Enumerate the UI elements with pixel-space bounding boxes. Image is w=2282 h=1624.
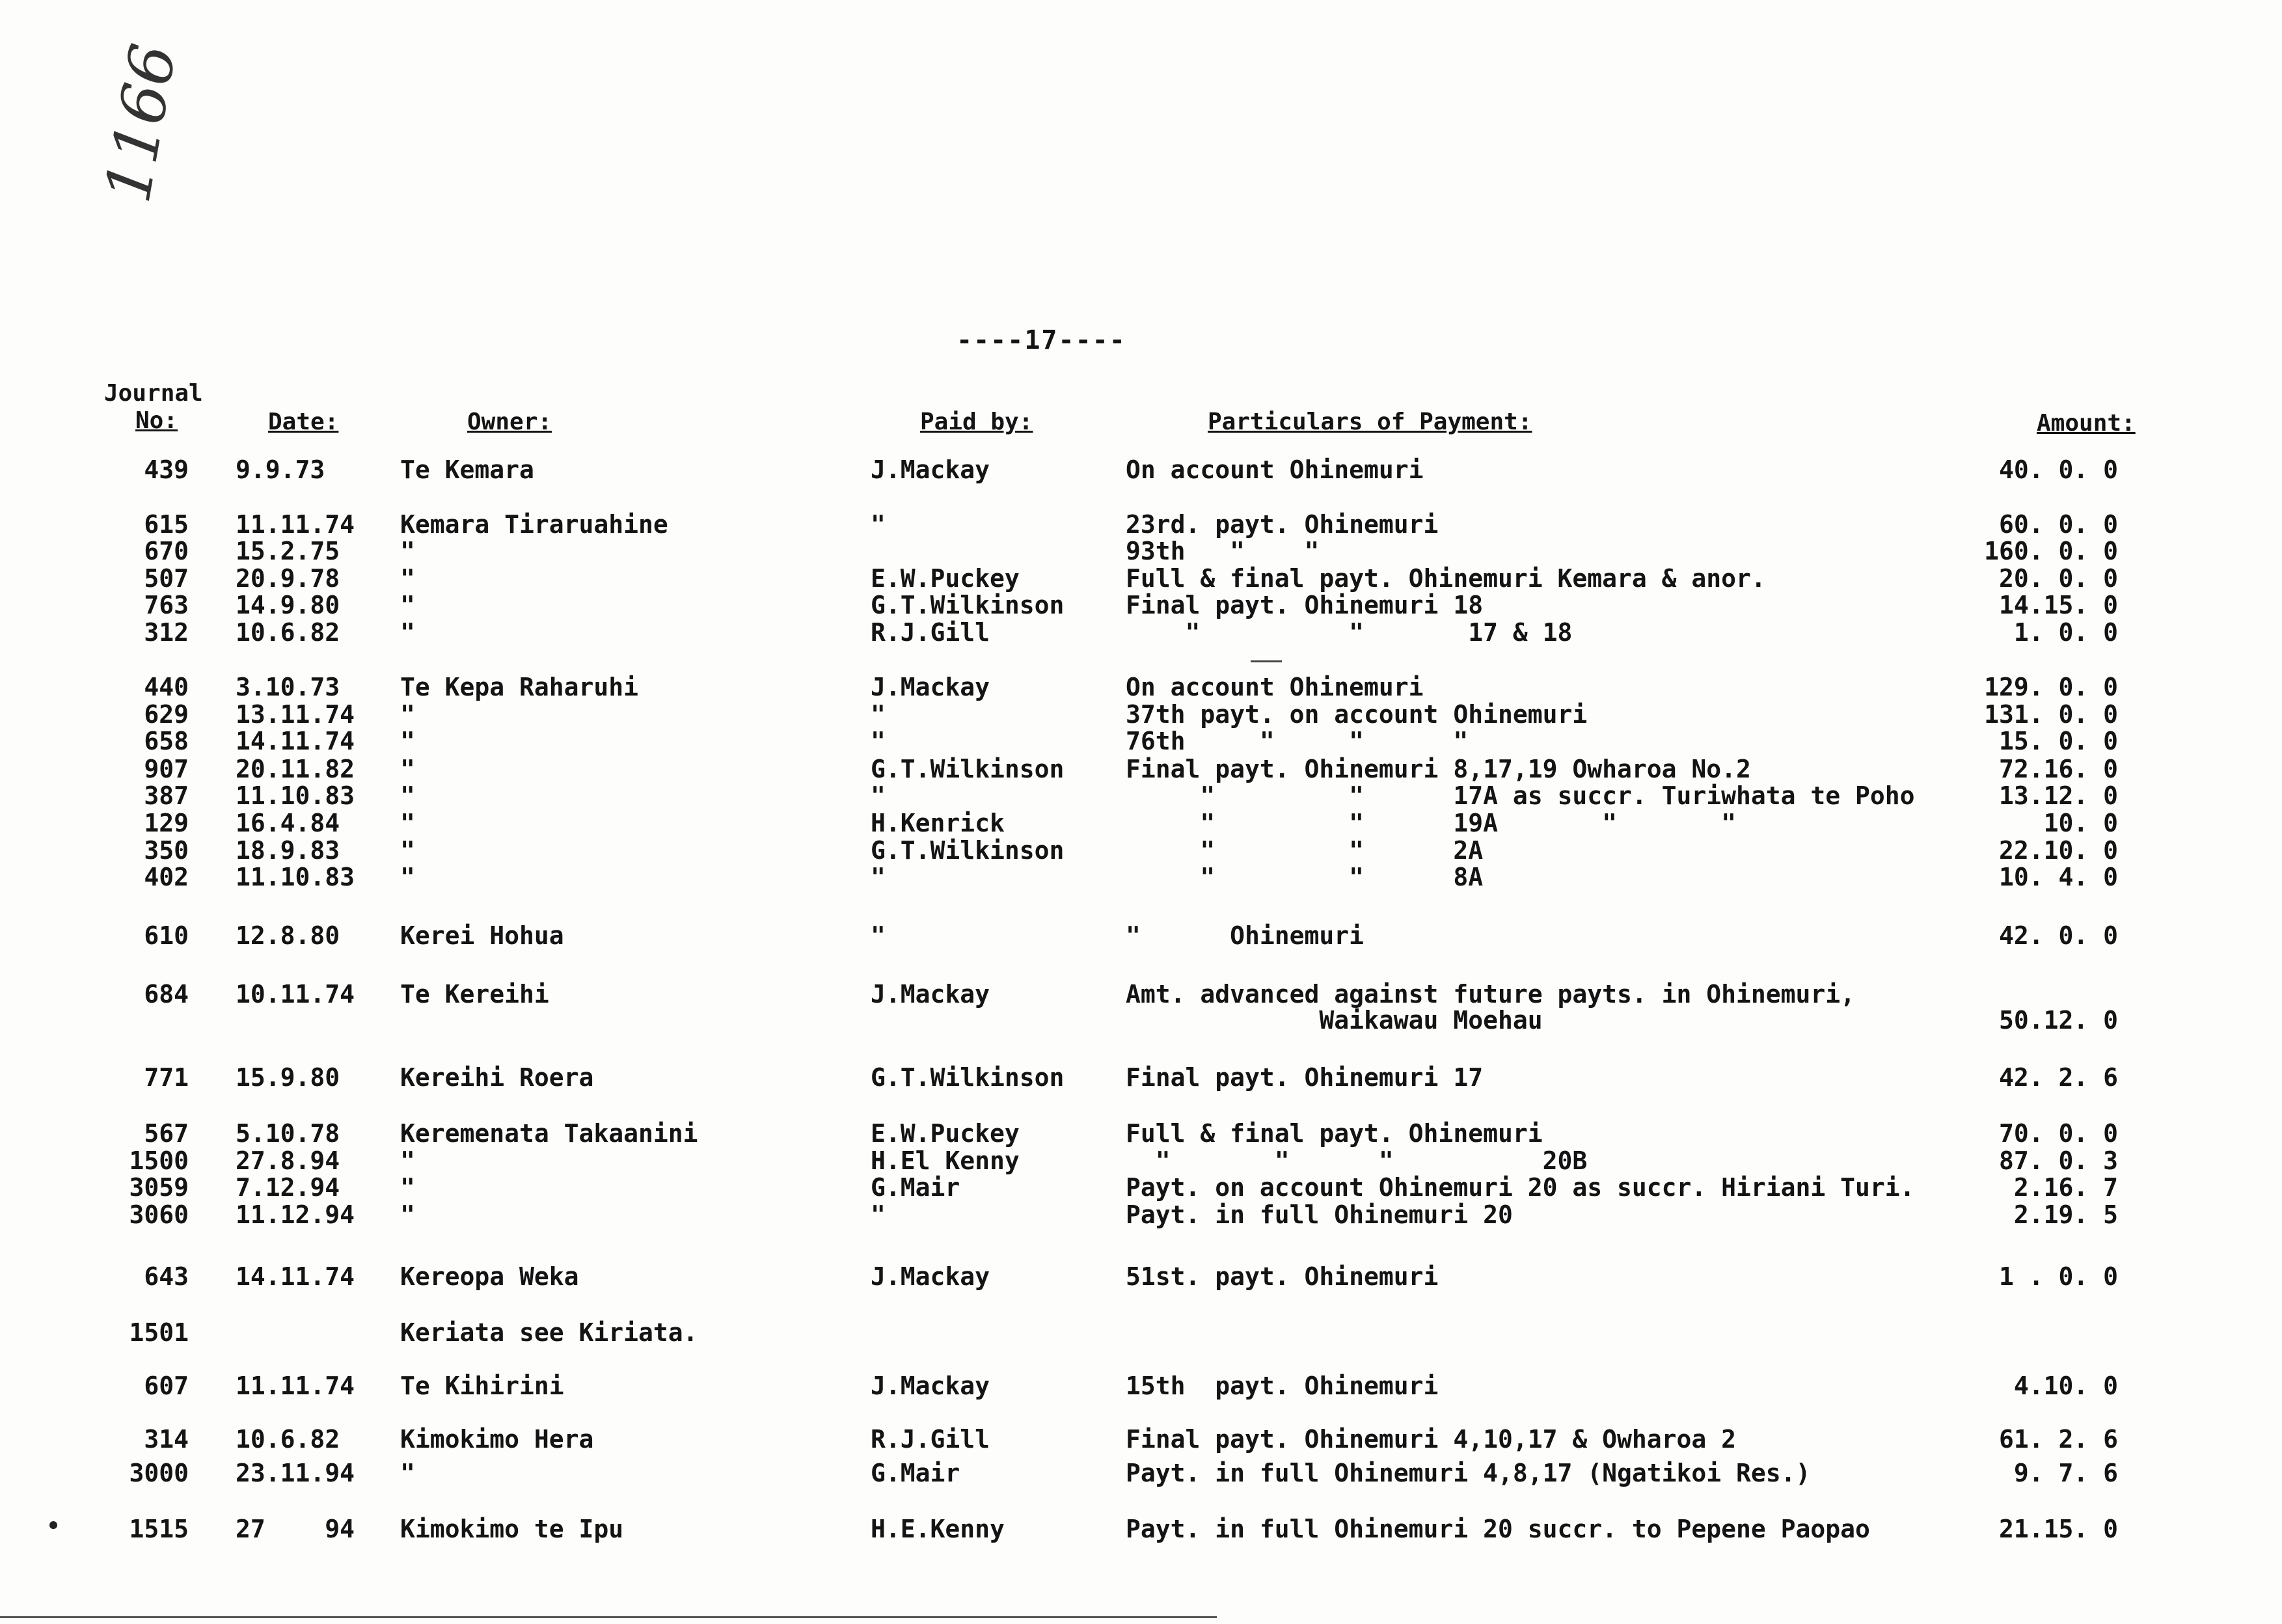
cell-paid-by: G.Mair [871,1459,960,1487]
cell-paid-by: G.T.Wilkinson [871,1063,1065,1092]
cell-paid-by: " [871,921,886,950]
cell-amount: 10. 0 [2043,809,2118,837]
cell-amount: 20. 0. 0 [1998,564,2118,593]
cell-paid-by: " [871,700,886,729]
cell-date: 11.11.74 [236,510,355,539]
cell-journal-no: 643 [144,1262,189,1291]
table-row [0,1200,2282,1228]
cell-journal-no: 1501 [129,1318,189,1347]
cell-paid-by: H.El Kenny [871,1146,1020,1175]
cell-paid-by: E.W.Puckey [871,564,1020,593]
cell-paid-by: J.Mackay [871,455,990,484]
cell-particulars: Payt. in full Ohinemuri 20 [1126,1200,1513,1229]
cell-particulars: Payt. in full Ohinemuri 4,8,17 (Ngatikoi Res.) [1126,1459,1811,1487]
header-journal: Journal [104,380,203,407]
cell-journal-no: 610 [144,921,189,950]
table-row [0,1425,2282,1452]
cell-amount: 50.12. 0 [1998,1006,2118,1035]
cell-journal-no: 567 [144,1119,189,1148]
cell-journal-no: 350 [144,836,189,865]
cell-amount: 10. 4. 0 [1998,863,2118,891]
cell-owner: " [400,700,415,729]
cell-particulars: " " 17 & 18 [1126,618,1573,647]
cell-date: 11.10.83 [236,781,355,810]
cell-journal-no: 1500 [129,1146,189,1175]
cell-date: 11.10.83 [236,863,355,891]
cell-particulars: Final payt. Ohinemuri 17 [1126,1063,1484,1092]
cell-owner: Kimokimo te Ipu [400,1515,624,1543]
cell-paid-by: " [871,510,886,539]
cell-amount: 2.16. 7 [2013,1173,2118,1202]
cell-date: 15.9.80 [236,1063,340,1092]
cell-owner: " [400,755,415,783]
cell-paid-by: J.Mackay [871,673,990,701]
cell-particulars: Final payt. Ohinemuri 18 [1126,591,1484,619]
cell-amount: 22.10. 0 [1998,836,2118,865]
table-row [0,1459,2282,1486]
cell-owner: Kerei Hohua [400,921,564,950]
cell-owner: Kereopa Weka [400,1262,579,1291]
cell-particulars: 37th payt. on account Ohinemuri [1126,700,1588,729]
cell-journal-no: 615 [144,510,189,539]
cell-particulars: 51st. payt. Ohinemuri [1126,1262,1439,1291]
cell-date: 14.9.80 [236,591,340,619]
cell-journal-no: 387 [144,781,189,810]
page-number: ----17---- [957,325,1126,355]
cell-owner: " [400,1200,415,1229]
table-row [0,727,2282,754]
cell-paid-by: E.W.Puckey [871,1119,1020,1148]
table-row [0,510,2282,537]
cell-owner: Te Kepa Raharuhi [400,673,639,701]
table-row [0,1063,2282,1090]
cell-journal-no: 3059 [129,1173,189,1202]
cell-particulars: Full & final payt. Ohinemuri [1126,1119,1543,1148]
cell-owner: " [400,836,415,865]
cell-paid-by: J.Mackay [871,1262,990,1291]
table-row [0,564,2282,591]
cell-date: 11.11.74 [236,1372,355,1400]
cell-owner: " [400,591,415,619]
cell-date: 15.2.75 [236,537,340,565]
cell-owner: " [400,863,415,891]
cell-date: 7.12.94 [236,1173,340,1202]
cell-owner: Te Kereihi [400,980,549,1008]
cell-journal-no: 658 [144,727,189,755]
cell-journal-no: 629 [144,700,189,729]
cell-particulars: " " 17A as succr. Turiwhata te Poho [1126,781,1915,810]
cell-owner: " [400,537,415,565]
cell-journal-no: 314 [144,1425,189,1454]
cell-paid-by: " [871,863,886,891]
cell-particulars: " " 2A [1126,836,1484,865]
table-row [0,921,2282,949]
cell-journal-no: 763 [144,591,189,619]
cell-journal-no: 3000 [129,1459,189,1487]
header-amount: Amount: [2037,410,2136,437]
cell-journal-no: 684 [144,980,189,1008]
table-row [0,1173,2282,1200]
table-row [0,618,2282,645]
cell-amount: 1 . 0. 0 [1998,1262,2118,1291]
cell-date: 10.6.82 [236,618,340,647]
cell-paid-by: " [871,1200,886,1229]
header-paid-by: Paid by: [920,409,1033,435]
page-bottom-edge [0,1616,1217,1618]
table-row [0,755,2282,782]
cell-date: 20.11.82 [236,755,355,783]
table-row [0,809,2282,836]
cell-amount: 1. 0. 0 [2013,618,2118,647]
cell-journal-no: 312 [144,618,189,647]
cell-particulars: " Ohinemuri [1126,921,1365,950]
cell-particulars: On account Ohinemuri [1126,455,1424,484]
cell-journal-no: 440 [144,673,189,701]
cell-particulars: Payt. in full Ohinemuri 20 succr. to Pepene Paopao [1126,1515,1870,1543]
cell-particulars: 23rd. payt. Ohinemuri [1126,510,1439,539]
cell-amount: 9. 7. 6 [2013,1459,2118,1487]
table-row [0,980,2282,1007]
cell-owner: " [400,1459,415,1487]
table-row [0,1006,2282,1033]
header-particulars: Particulars of Payment: [1208,409,1532,435]
table-row [0,1372,2282,1399]
table-row [0,1318,2282,1346]
header-owner: Owner: [467,409,552,435]
cell-particulars: Waikawau Moehau [1126,1006,1543,1035]
cell-date: 9.9.73 [236,455,325,484]
cell-owner: Kemara Tiraruahine [400,510,668,539]
cell-date: 16.4.84 [236,809,340,837]
cell-paid-by: G.T.Wilkinson [871,836,1065,865]
cell-date: 14.11.74 [236,1262,355,1291]
cell-paid-by: H.E.Kenny [871,1515,1005,1543]
cell-particulars: Amt. advanced against future payts. in Ohinemuri, [1126,980,1856,1008]
cell-amount: 129. 0. 0 [1984,673,2118,701]
cell-amount: 2.19. 5 [2013,1200,2118,1229]
cell-amount: 15. 0. 0 [1998,727,2118,755]
cell-particulars: " " " 20B [1126,1146,1588,1175]
cell-paid-by: R.J.Gill [871,618,990,647]
table-row [0,1146,2282,1174]
cell-date: 20.9.78 [236,564,340,593]
cell-date: 10.6.82 [236,1425,340,1454]
cell-amount: 60. 0. 0 [1998,510,2118,539]
cell-particulars: " " 8A [1126,863,1484,891]
cell-amount: 131. 0. 0 [1984,700,2118,729]
header-journal-no: No: [135,407,178,434]
cell-date: 18.9.83 [236,836,340,865]
cell-amount: 14.15. 0 [1998,591,2118,619]
cell-paid-by: G.Mair [871,1173,960,1202]
cell-owner: " [400,618,415,647]
table-row [0,673,2282,700]
cell-particulars: 76th " " " [1126,727,1469,755]
cell-amount: 40. 0. 0 [1998,455,2118,484]
cell-paid-by: R.J.Gill [871,1425,990,1454]
table-row [0,1515,2282,1542]
cell-date: 27.8.94 [236,1146,340,1175]
cell-particulars: Final payt. Ohinemuri 8,17,19 Owharoa No.2 [1126,755,1751,783]
cell-date: 14.11.74 [236,727,355,755]
cell-date: 5.10.78 [236,1119,340,1148]
cell-owner: " [400,809,415,837]
cell-date: 23.11.94 [236,1459,355,1487]
cell-owner: Kimokimo Hera [400,1425,594,1454]
cell-particulars: " " 19A " " [1126,809,1736,837]
cell-paid-by: G.T.Wilkinson [871,591,1065,619]
cell-amount: 61. 2. 6 [1998,1425,2118,1454]
table-row [0,591,2282,618]
cell-journal-no: 1515 [129,1515,189,1543]
cell-journal-no: 670 [144,537,189,565]
cell-particulars: On account Ohinemuri [1126,673,1424,701]
cell-amount: 72.16. 0 [1998,755,2118,783]
cell-amount: 70. 0. 0 [1998,1119,2118,1148]
cell-paid-by: H.Kenrick [871,809,1005,837]
cell-date: 10.11.74 [236,980,355,1008]
cell-journal-no: 439 [144,455,189,484]
cell-date: 27 94 [236,1515,355,1543]
cell-journal-no: 507 [144,564,189,593]
table-row [0,863,2282,890]
cell-date: 12.8.80 [236,921,340,950]
table-row [0,537,2282,564]
table-row [0,781,2282,809]
cell-paid-by: " [871,781,886,810]
cell-date: 11.12.94 [236,1200,355,1229]
header-date: Date: [268,409,339,435]
underline-mark [1251,660,1282,662]
cell-date: 3.10.73 [236,673,340,701]
cell-amount: 42. 0. 0 [1998,921,2118,950]
cell-journal-no: 771 [144,1063,189,1092]
table-row [0,836,2282,863]
cell-journal-no: 129 [144,809,189,837]
cell-owner: " [400,1146,415,1175]
cell-owner: Keremenata Takaanini [400,1119,698,1148]
cell-journal-no: 607 [144,1372,189,1400]
cell-particulars: 93th " " [1126,537,1320,565]
cell-owner: " [400,781,415,810]
cell-owner: " [400,564,415,593]
cell-owner: Te Kemara [400,455,534,484]
cell-owner: Te Kihirini [400,1372,564,1400]
cell-amount: 87. 0. 3 [1998,1146,2118,1175]
cell-amount: 4.10. 0 [2013,1372,2118,1400]
table-row [0,700,2282,727]
cell-journal-no: 402 [144,863,189,891]
table-row [0,455,2282,483]
cell-owner: Keriata see Kiriata. [400,1318,698,1347]
cell-particulars: Final payt. Ohinemuri 4,10,17 & Owharoa 2 [1126,1425,1736,1454]
cell-particulars: Full & final payt. Ohinemuri Kemara & anor. [1126,564,1766,593]
cell-paid-by: J.Mackay [871,980,990,1008]
table-row [0,1119,2282,1146]
cell-paid-by: G.T.Wilkinson [871,755,1065,783]
cell-owner: Kereihi Roera [400,1063,594,1092]
cell-owner: " [400,727,415,755]
cell-particulars: 15th payt. Ohinemuri [1126,1372,1439,1400]
cell-date: 13.11.74 [236,700,355,729]
cell-amount: 160. 0. 0 [1984,537,2118,565]
margin-note: 1166 [91,38,191,208]
cell-amount: 21.15. 0 [1998,1515,2118,1543]
cell-particulars: Payt. on account Ohinemuri 20 as succr. Hiriani Turi. [1126,1173,1915,1202]
cell-journal-no: 3060 [129,1200,189,1229]
cell-journal-no: 907 [144,755,189,783]
cell-owner: " [400,1173,415,1202]
margin-bullet [49,1521,57,1529]
cell-amount: 42. 2. 6 [1998,1063,2118,1092]
cell-paid-by: " [871,727,886,755]
cell-paid-by: J.Mackay [871,1372,990,1400]
cell-amount: 13.12. 0 [1998,781,2118,810]
table-row [0,1262,2282,1290]
